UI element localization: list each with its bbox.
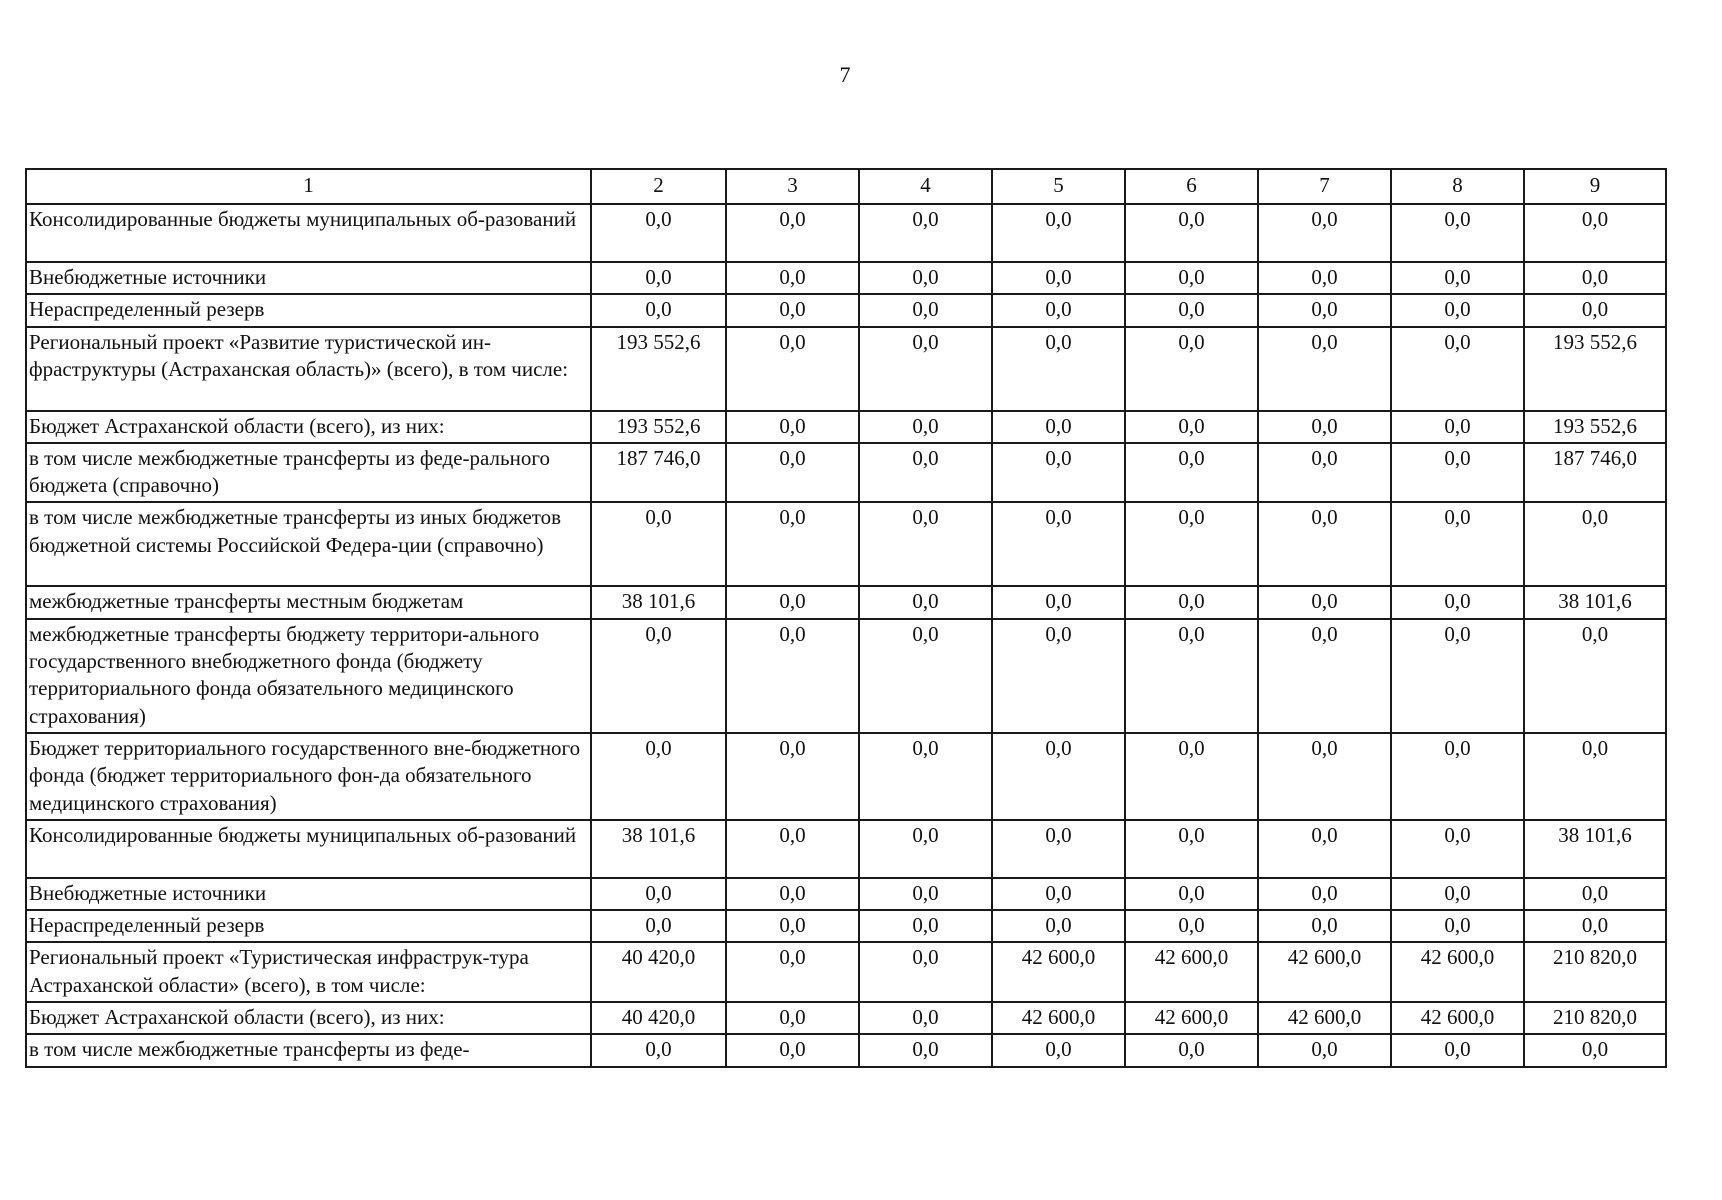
table-row	[26, 411, 1666, 443]
table-row	[26, 1002, 1666, 1034]
value-cell: 0,0	[726, 294, 859, 326]
value-cell: 0,0	[1258, 586, 1391, 618]
value-cell: 0,0	[1258, 204, 1391, 262]
value-cell: 0,0	[1391, 733, 1524, 820]
table-row	[26, 262, 1666, 294]
value-cell: 0,0	[1524, 619, 1666, 733]
value-cell: 0,0	[726, 733, 859, 820]
value-cell: 0,0	[992, 619, 1125, 733]
value-cell: 42 600,0	[992, 1002, 1125, 1034]
value-cell: 0,0	[859, 1002, 992, 1034]
table-row	[26, 1034, 1666, 1066]
row-label: межбюджетные трансферты местным бюджетам	[26, 586, 591, 618]
page-number: 7	[839, 62, 851, 87]
row-label: Консолидированные бюджеты муниципальных об-разований	[26, 204, 591, 262]
value-cell: 0,0	[1391, 820, 1524, 878]
value-cell: 0,0	[591, 878, 726, 910]
value-cell: 42 600,0	[992, 942, 1125, 1002]
table-row	[26, 820, 1666, 878]
budget-table	[25, 168, 1667, 1068]
value-cell: 0,0	[992, 204, 1125, 262]
value-cell: 0,0	[859, 327, 992, 411]
value-cell: 0,0	[859, 411, 992, 443]
value-cell: 0,0	[859, 619, 992, 733]
header-cell: 5	[992, 169, 1125, 204]
header-cell: 1	[26, 169, 591, 204]
row-label: Бюджет Астраханской области (всего), из них:	[26, 1002, 591, 1034]
table-row	[26, 204, 1666, 262]
value-cell: 42 600,0	[1258, 1002, 1391, 1034]
value-cell: 0,0	[726, 910, 859, 942]
value-cell: 0,0	[1258, 411, 1391, 443]
value-cell: 42 600,0	[1391, 1002, 1524, 1034]
value-cell: 38 101,6	[1524, 820, 1666, 878]
table-row	[26, 733, 1666, 820]
value-cell: 0,0	[726, 942, 859, 1002]
value-cell: 0,0	[992, 411, 1125, 443]
row-label: в том числе межбюджетные трансферты из иных бюджетов бюджетной системы Российской Федера-ции (справочно)	[26, 502, 591, 586]
value-cell: 0,0	[992, 294, 1125, 326]
value-cell: 0,0	[859, 942, 992, 1002]
value-cell: 0,0	[1125, 586, 1258, 618]
value-cell: 0,0	[1125, 910, 1258, 942]
value-cell: 0,0	[1391, 327, 1524, 411]
value-cell: 0,0	[726, 1002, 859, 1034]
value-cell: 187 746,0	[591, 443, 726, 503]
value-cell: 38 101,6	[1524, 586, 1666, 618]
value-cell: 0,0	[726, 204, 859, 262]
value-cell: 40 420,0	[591, 942, 726, 1002]
value-cell: 0,0	[1125, 502, 1258, 586]
value-cell: 0,0	[726, 586, 859, 618]
value-cell: 193 552,6	[1524, 411, 1666, 443]
value-cell: 0,0	[1125, 327, 1258, 411]
value-cell: 193 552,6	[591, 327, 726, 411]
value-cell: 0,0	[1125, 411, 1258, 443]
value-cell: 0,0	[1524, 910, 1666, 942]
row-label: Бюджет Астраханской области (всего), из них:	[26, 411, 591, 443]
value-cell: 0,0	[1258, 733, 1391, 820]
value-cell: 0,0	[859, 294, 992, 326]
value-cell: 0,0	[726, 878, 859, 910]
value-cell: 0,0	[591, 262, 726, 294]
value-cell: 0,0	[1524, 502, 1666, 586]
value-cell: 187 746,0	[1524, 443, 1666, 503]
value-cell: 0,0	[1391, 619, 1524, 733]
header-cell: 3	[726, 169, 859, 204]
value-cell: 0,0	[1125, 262, 1258, 294]
value-cell: 0,0	[726, 619, 859, 733]
value-cell: 0,0	[1524, 733, 1666, 820]
row-label: Нераспределенный резерв	[26, 910, 591, 942]
value-cell: 0,0	[1258, 910, 1391, 942]
header-cell: 9	[1524, 169, 1666, 204]
value-cell: 0,0	[1524, 878, 1666, 910]
row-label: Региональный проект «Туристическая инфраструк-тура Астраханской области» (всего), в том числе:	[26, 942, 591, 1002]
value-cell: 0,0	[1258, 294, 1391, 326]
value-cell: 0,0	[726, 502, 859, 586]
value-cell: 0,0	[1125, 204, 1258, 262]
value-cell: 0,0	[1391, 262, 1524, 294]
table-row	[26, 942, 1666, 1002]
value-cell: 0,0	[992, 443, 1125, 503]
value-cell: 0,0	[992, 733, 1125, 820]
value-cell: 0,0	[1391, 502, 1524, 586]
value-cell: 0,0	[1258, 820, 1391, 878]
value-cell: 0,0	[591, 733, 726, 820]
row-label: Бюджет территориального государственного вне-бюджетного фонда (бюджет территориального фон-да обязательного медицинского страхования)	[26, 733, 591, 820]
value-cell: 0,0	[1258, 262, 1391, 294]
value-cell: 42 600,0	[1391, 942, 1524, 1002]
value-cell: 0,0	[992, 910, 1125, 942]
value-cell: 0,0	[591, 619, 726, 733]
value-cell: 38 101,6	[591, 820, 726, 878]
value-cell: 0,0	[859, 910, 992, 942]
table-body	[26, 169, 1666, 1067]
header-cell: 4	[859, 169, 992, 204]
value-cell: 0,0	[591, 910, 726, 942]
value-cell: 0,0	[1524, 204, 1666, 262]
table-row	[26, 586, 1666, 618]
header-cell: 8	[1391, 169, 1524, 204]
value-cell: 0,0	[1125, 294, 1258, 326]
value-cell: 0,0	[859, 262, 992, 294]
value-cell: 0,0	[859, 878, 992, 910]
value-cell: 0,0	[992, 327, 1125, 411]
value-cell: 0,0	[992, 820, 1125, 878]
value-cell: 0,0	[1391, 204, 1524, 262]
value-cell: 0,0	[1258, 1034, 1391, 1066]
value-cell: 0,0	[859, 820, 992, 878]
value-cell: 0,0	[1258, 878, 1391, 910]
value-cell: 0,0	[992, 262, 1125, 294]
value-cell: 0,0	[1391, 878, 1524, 910]
header-cell: 7	[1258, 169, 1391, 204]
value-cell: 210 820,0	[1524, 1002, 1666, 1034]
value-cell: 193 552,6	[1524, 327, 1666, 411]
value-cell: 0,0	[1391, 586, 1524, 618]
table-row	[26, 502, 1666, 586]
row-label: Внебюджетные источники	[26, 262, 591, 294]
row-label: Консолидированные бюджеты муниципальных об-разований	[26, 820, 591, 878]
row-label: в том числе межбюджетные трансферты из феде-	[26, 1034, 591, 1066]
header-cell: 2	[591, 169, 726, 204]
value-cell: 0,0	[859, 1034, 992, 1066]
value-cell: 0,0	[726, 443, 859, 503]
table-row	[26, 327, 1666, 411]
value-cell: 0,0	[1524, 262, 1666, 294]
value-cell: 0,0	[859, 502, 992, 586]
value-cell: 0,0	[1125, 878, 1258, 910]
value-cell: 0,0	[726, 1034, 859, 1066]
row-label: в том числе межбюджетные трансферты из феде-рального бюджета (справочно)	[26, 443, 591, 503]
value-cell: 0,0	[992, 502, 1125, 586]
value-cell: 0,0	[1391, 411, 1524, 443]
value-cell: 0,0	[1125, 820, 1258, 878]
value-cell: 0,0	[1391, 294, 1524, 326]
table-row	[26, 619, 1666, 733]
row-label: Внебюджетные источники	[26, 878, 591, 910]
header-row	[26, 169, 1666, 204]
value-cell: 0,0	[1125, 733, 1258, 820]
row-label: межбюджетные трансферты бюджету территори-ального государственного внебюджетного фонда (бюджету территориального фонда обязательного медицинского страхования)	[26, 619, 591, 733]
value-cell: 0,0	[1125, 619, 1258, 733]
value-cell: 0,0	[591, 294, 726, 326]
value-cell: 0,0	[1125, 443, 1258, 503]
value-cell: 42 600,0	[1125, 942, 1258, 1002]
value-cell: 210 820,0	[1524, 942, 1666, 1002]
value-cell: 193 552,6	[591, 411, 726, 443]
value-cell: 0,0	[726, 327, 859, 411]
value-cell: 0,0	[1391, 1034, 1524, 1066]
value-cell: 0,0	[859, 733, 992, 820]
value-cell: 42 600,0	[1125, 1002, 1258, 1034]
table-row	[26, 910, 1666, 942]
value-cell: 0,0	[1258, 619, 1391, 733]
value-cell: 0,0	[1524, 294, 1666, 326]
value-cell: 0,0	[859, 204, 992, 262]
row-label: Нераспределенный резерв	[26, 294, 591, 326]
table-row	[26, 878, 1666, 910]
value-cell: 0,0	[726, 262, 859, 294]
value-cell: 40 420,0	[591, 1002, 726, 1034]
row-label: Региональный проект «Развитие туристической ин-фраструктуры (Астраханская область)» (всего), в том числе:	[26, 327, 591, 411]
value-cell: 0,0	[1258, 502, 1391, 586]
value-cell: 0,0	[591, 502, 726, 586]
value-cell: 0,0	[859, 586, 992, 618]
value-cell: 0,0	[859, 443, 992, 503]
value-cell: 0,0	[992, 586, 1125, 618]
value-cell: 0,0	[1391, 443, 1524, 503]
value-cell: 0,0	[591, 1034, 726, 1066]
value-cell: 0,0	[1258, 327, 1391, 411]
value-cell: 0,0	[1125, 1034, 1258, 1066]
value-cell: 42 600,0	[1258, 942, 1391, 1002]
value-cell: 0,0	[726, 820, 859, 878]
value-cell: 0,0	[1391, 910, 1524, 942]
table-row	[26, 443, 1666, 503]
value-cell: 0,0	[992, 1034, 1125, 1066]
value-cell: 0,0	[591, 204, 726, 262]
value-cell: 38 101,6	[591, 586, 726, 618]
value-cell: 0,0	[726, 411, 859, 443]
table-row	[26, 294, 1666, 326]
header-cell: 6	[1125, 169, 1258, 204]
value-cell: 0,0	[992, 878, 1125, 910]
value-cell: 0,0	[1258, 443, 1391, 503]
value-cell: 0,0	[1524, 1034, 1666, 1066]
